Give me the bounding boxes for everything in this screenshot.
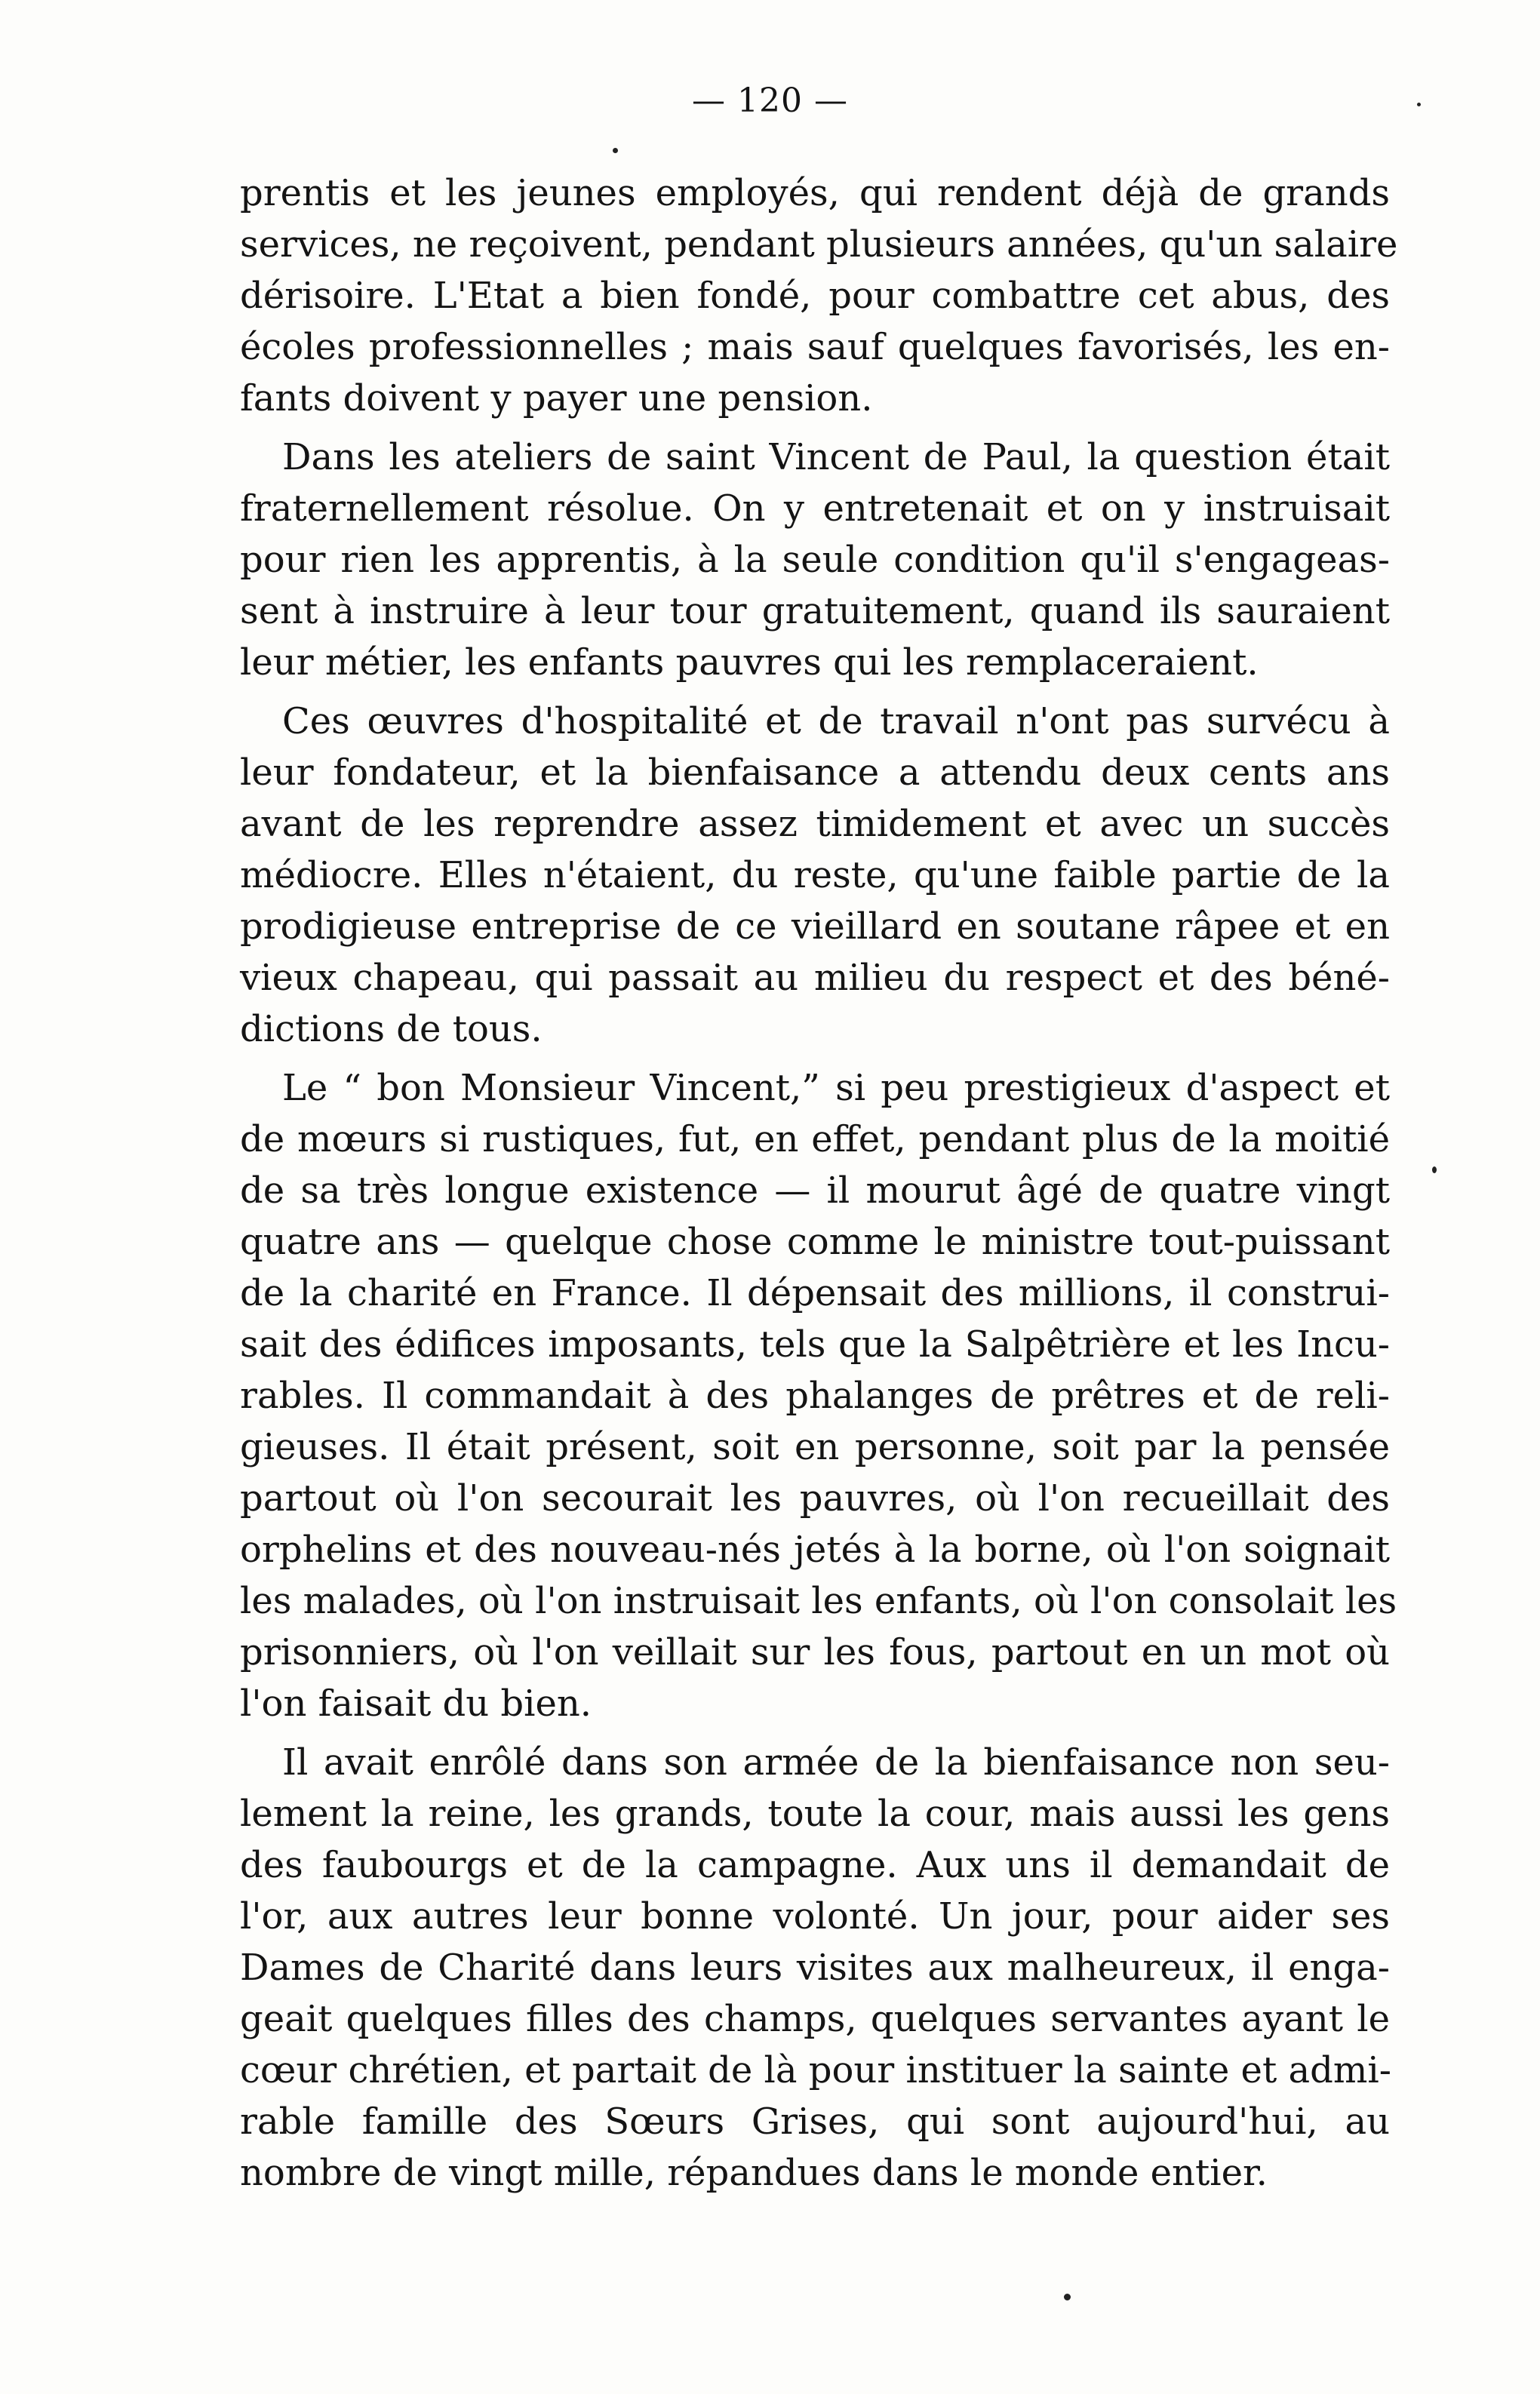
text-line: geait quelques filles des champs, quelques servantes ayant le <box>240 1998 1390 2040</box>
text-line: leur métier, les enfants pauvres qui les remplaceraient. <box>240 641 1259 684</box>
paragraph-gap <box>240 1055 1390 1062</box>
text-line: partout où l'on secourait les pauvres, où l'on recueillait des <box>240 1477 1390 1520</box>
text-line: vieux chapeau, qui passait au milieu du respect et des béné- <box>240 957 1390 999</box>
text-line: médiocre. Elles n'étaient, du reste, qu'une faible partie de la <box>240 854 1390 896</box>
text-line: de sa très longue existence — il mourut âgé de quatre vingt <box>240 1169 1390 1212</box>
text-line: cœur chrétien, et partait de là pour instituer la sainte et admi- <box>240 2049 1391 2091</box>
text-line: Le “ bon Monsieur Vincent,” si peu prestigieux d'aspect et <box>282 1067 1390 1109</box>
text-line: écoles professionnelles ; mais sauf quelques favorisés, les en- <box>240 326 1390 368</box>
text-line: Dans les ateliers de saint Vincent de Paul, la question était <box>282 436 1390 478</box>
text-line: leur fondateur, et la bienfaisance a attendu deux cents ans <box>240 751 1390 794</box>
text-line: les malades, où l'on instruisait les enfants, où l'on consolait les <box>240 1580 1397 1622</box>
text-line: prodigieuse entreprise de ce vieillard en soutane râpee et en <box>240 905 1390 948</box>
text-line: de mœurs si rustiques, fut, en effet, pendant plus de la moitié <box>240 1118 1390 1160</box>
text-line: l'on faisait du bien. <box>240 1683 592 1725</box>
text-line: services, ne reçoivent, pendant plusieurs années, qu'un salaire <box>240 223 1398 266</box>
paragraph-gap <box>240 1729 1390 1737</box>
text-line: pour rien les apprentis, à la seule condition qu'il s'engageas- <box>240 539 1390 581</box>
body-text <box>240 167 1398 2199</box>
text-line: Il avait enrôlé dans son armée de la bienfaisance non seu- <box>282 1741 1390 1784</box>
text-line: fraternellement résolue. On y entretenait et on y instruisait <box>240 487 1390 530</box>
text-line: rable famille des Sœurs Grises, qui sont aujourd'hui, au <box>240 2101 1390 2143</box>
text-line: Ces œuvres d'hospitalité et de travail n'ont pas survécu à <box>282 700 1390 742</box>
text-line: sent à instruire à leur tour gratuitement, quand ils sauraient <box>240 590 1390 632</box>
text-line: dictions de tous. <box>240 1008 543 1050</box>
text-line: rables. Il commandait à des phalanges de prêtres et de reli- <box>240 1375 1390 1417</box>
text-line: orphelins et des nouveau-nés jetés à la borne, où l'on soignait <box>240 1529 1390 1571</box>
paragraph-gap <box>240 688 1390 696</box>
text-line: prisonniers, où l'on veillait sur les fous, partout en un mot où <box>240 1631 1390 1673</box>
text-line: l'or, aux autres leur bonne volonté. Un jour, pour aider ses <box>240 1895 1390 1938</box>
text-line: de la charité en France. Il dépensait des millions, il construi- <box>240 1272 1390 1314</box>
text-line: prentis et les jeunes employés, qui rendent déjà de grands <box>240 172 1390 214</box>
text-line: lement la reine, les grands, toute la cour, mais aussi les gens <box>240 1793 1390 1835</box>
text-line: fants doivent y payer une pension. <box>240 377 873 419</box>
text-line: des faubourgs et de la campagne. Aux uns il demandait de <box>240 1844 1390 1886</box>
text-line: nombre de vingt mille, répandues dans le monde entier. <box>240 2152 1268 2194</box>
ink-speck <box>1417 103 1421 106</box>
text-line: gieuses. Il était présent, soit en personne, soit par la pensée <box>240 1426 1390 1468</box>
ink-speck <box>1064 2294 1071 2300</box>
text-line: avant de les reprendre assez timidement et avec un succès <box>240 803 1390 845</box>
text-line: Dames de Charité dans leurs visites aux malheureux, il enga- <box>240 1947 1390 1989</box>
paragraph-gap <box>240 424 1390 432</box>
text-line: quatre ans — quelque chose comme le ministre tout-puissant <box>240 1221 1390 1263</box>
text-line: dérisoire. L'Etat a bien fondé, pour combattre cet abus, des <box>240 275 1390 317</box>
ink-speck <box>613 148 618 153</box>
page-number: — 120 — <box>692 81 848 120</box>
ink-speck <box>1432 1166 1437 1173</box>
text-line: sait des édifices imposants, tels que la Salpêtrière et les Incu- <box>240 1323 1390 1366</box>
